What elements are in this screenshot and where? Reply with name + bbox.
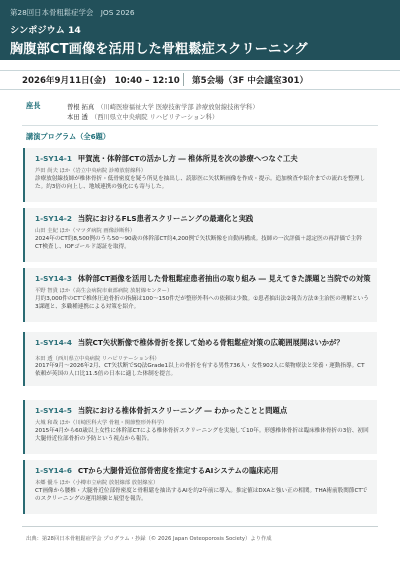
chair-name: 本田 透 (67, 114, 88, 121)
program-heading: 講演プログラム（全6題） (26, 132, 110, 141)
talk-header (35, 274, 371, 284)
talk-header (35, 154, 298, 164)
session-info-bar (0, 70, 400, 90)
talk-speaker: 平野 智貴 ほか（高生会病院市東部病院 放射線センター） (35, 288, 173, 294)
talk-code: 1-SY14-5 (35, 406, 72, 415)
source-footer: 出典：第28回日本骨粗鬆症学会 プログラム・抄録（© 2026 Japan Osteoporosis Society）より作成 (26, 536, 272, 542)
session-room: 第5会場（3F 中会議室301） (192, 76, 309, 86)
talk-card (23, 400, 377, 454)
talk-abstract: CT画像から腰椎・大腿骨近位部骨密度と骨粗鬆を抽出するAIを約2年前に導入。推定値はDXAと強い正の相関。THA術前股関節CTでのスクリーニングの運用経験と展望を報告。 (35, 488, 368, 503)
talk-card (23, 460, 377, 514)
chair-affiliation: （川崎医療福祉大学 医療技術学部 診療放射線技術学科） (97, 104, 259, 111)
chair-affiliation: （西川県立中央病院 リハビリテーション科） (90, 114, 219, 121)
talk-header (35, 406, 287, 416)
talk-title: 体幹部CT画像を活用した骨粗鬆症患者抽出の取り組み ― 見えてきた課題と当院での対策 (77, 274, 371, 283)
footer-divider (22, 526, 378, 527)
talk-header (35, 338, 344, 348)
talk-card (23, 208, 377, 262)
chair-name: 曽根 拓真 (67, 104, 95, 111)
chair-item (67, 102, 259, 111)
talk-code: 1-SY14-6 (35, 466, 72, 475)
talk-speaker: 芦田 尚夫 ほか（岩立中央病院 診療放射線科） (35, 168, 146, 174)
talk-card (23, 148, 377, 202)
session-date-time: 2026年9月11日(金) 10:40 – 12:10 (22, 76, 180, 86)
talk-code: 1-SY14-1 (35, 154, 72, 163)
talk-card (23, 268, 377, 322)
talk-title: 甲賀流・体幹部CTの活かし方 ― 椎体所見を次の診療へつなぐ工夫 (77, 154, 298, 163)
conference-name: 第28回日本骨粗鬆症学会 JOS 2026 (10, 8, 135, 17)
talk-abstract: 2015年4月から60歳以上女性に体幹部CTによる椎体骨折スクリーニングを実施して10年。形態椎体骨折は臨床椎体骨折の3倍、初回大腿骨近位部骨折の予防という視点から報告。 (35, 428, 369, 443)
talk-abstract: 診療放射線技師が椎体骨折・低骨密度を疑う所見を抽出し、読影医に矢状断画像を作成・提示。追加検査や紹介までの流れを整理した。約3倍の向上し、地域連携の強化にも寄与した。 (35, 176, 366, 191)
talk-title: CTから大腿骨近位部骨密度を推定するAIシステムの臨床応用 (77, 466, 279, 475)
talk-speaker: 本田 透（西川県立中央病院 リハビリテーション科） (35, 356, 160, 362)
session-separator (183, 73, 184, 86)
talk-header (35, 214, 253, 224)
talk-title: 当院CT矢状断像で椎体骨折を探して始める骨粗鬆症対策の広範囲展開はいかが？ (77, 338, 344, 347)
talk-speaker: 大城 和哉 ほか（川崎医科大学 骨粗・関節整形外科学） (35, 420, 168, 426)
chair-item (67, 112, 218, 121)
talk-title: 当院における椎体骨折スクリーニング ― わかったことと問題点 (77, 406, 288, 415)
talk-title: 当院におけるFLS患者スクリーニングの最適化と実践 (77, 214, 254, 223)
section-divider (22, 125, 378, 126)
talk-abstract: 月約3,000件のCTで椎体圧迫骨折の指摘は100〜150件だが整形外科への依頼は少数。①患者抽出法②報告方法③主治医の理解という3課題と、多職種連携による対策を紹介。 (35, 296, 369, 311)
chairs-label: 座長 (26, 101, 41, 110)
page-title: 胸腹部CT画像を活用した骨粗鬆症スクリーニング (10, 42, 308, 57)
header-banner (0, 0, 400, 60)
talk-header (35, 466, 278, 476)
talk-code: 1-SY14-2 (35, 214, 72, 223)
talk-speaker: 山田 圭紀 ほか（マツダ病院 画像診断科） (35, 228, 136, 234)
talk-abstract: 2017年9月〜2026年2月、CT矢状断でSQ法Grade1以上の骨折を有する男性736人・女性902人に薬物療法と栄養・運動指導。CT依頼が英国の人口比11.5倍の日本に適した体制を提言。 (35, 363, 365, 378)
talk-abstract: 2024年のCT約8,500例のうち50〜90歳の体幹部CT約4,200例で矢状断像を自動再構成。技師の一次評価＋認定医の再評価で主幹CT検査し、IOFゴールド認証を取得。 (35, 236, 362, 251)
talk-speaker: 本郷 優斗 ほか（小樽市立病院 放射線部 放射線室） (35, 480, 159, 486)
talk-code: 1-SY14-4 (35, 338, 72, 347)
talk-code: 1-SY14-3 (35, 274, 72, 283)
talk-card (23, 332, 377, 386)
symposium-number: シンポジウム 14 (10, 25, 81, 36)
